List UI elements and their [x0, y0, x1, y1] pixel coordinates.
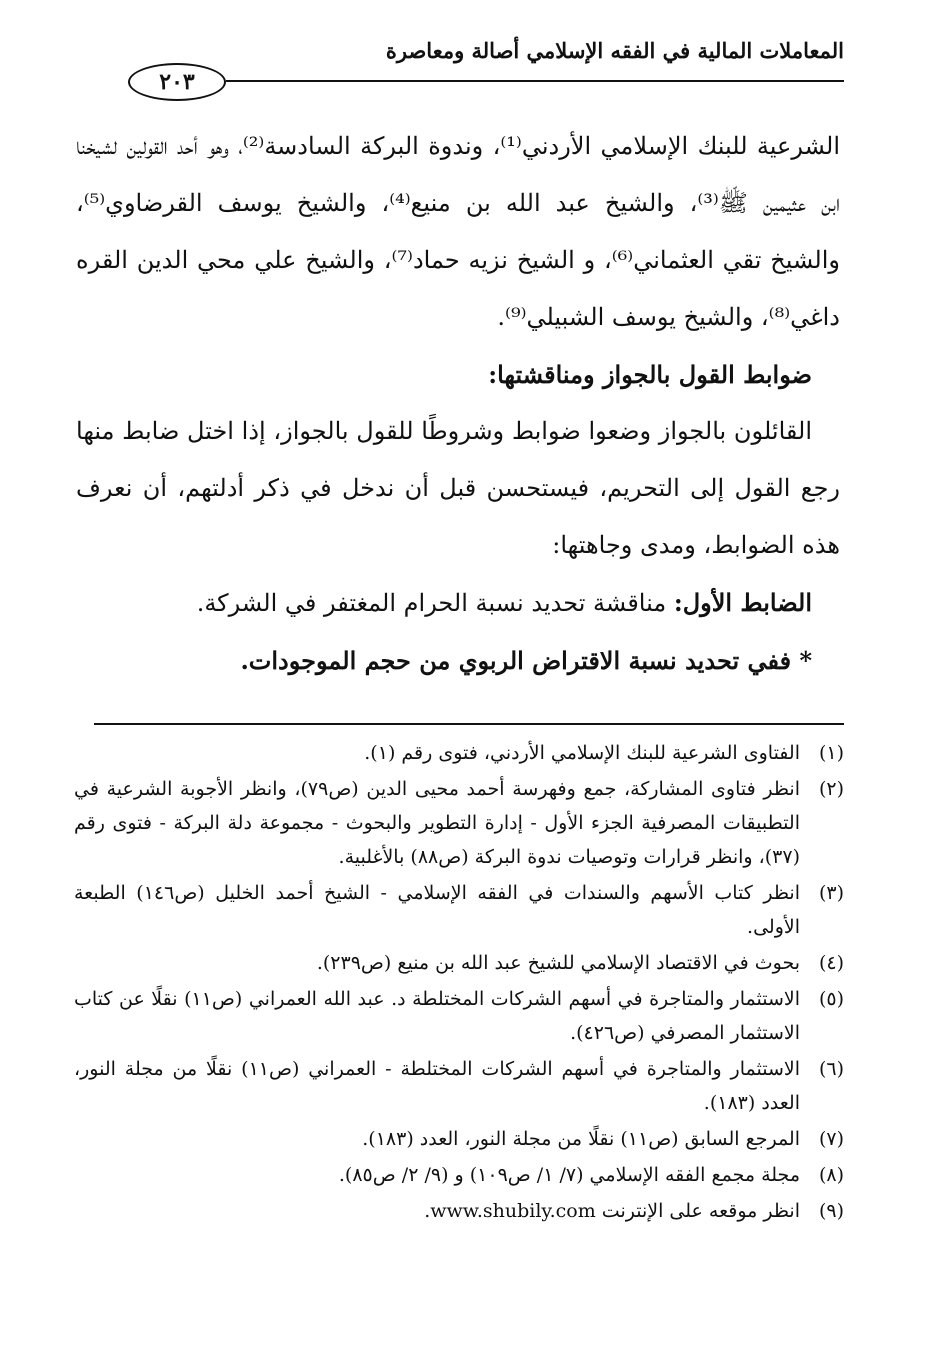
page-number: ٢٠٣	[128, 63, 226, 101]
footnote-text: انظر فتاوى المشاركة، جمع وفهرسة أحمد محيى الدين (ص٧٩)، وانظر الأجوبة الشرعية في التطبيقات المصرفية الجزء الأول - إدارة التطوير والبحوث - مجموعة دلة البركة - فتوى رقم (٣٧)، وانظر قرارات وتوصيات ندوة البركة (ص٨٨) بالأغلبية.	[74, 778, 800, 868]
section-heading: ضوابط القول بالجواز ومناقشتها:	[488, 360, 812, 389]
paragraph: القائلون بالجواز وضعوا ضوابط وشروطًا للقول بالجواز، إذا اختل ضابط منها رجع القول إلى التحريم، فيستحسن قبل أن ندخل في ذكر أدلتهم، أن نعرف هذه الضوابط، ومدى وجاهتها:	[76, 417, 840, 559]
footnote-text: الاستثمار والمتاجرة في أسهم الشركات المختلطة - العمراني (ص١١) نقلًا من مجلة النور، العدد (١٨٣).	[74, 1058, 800, 1114]
footnote-text: انظر كتاب الأسهم والسندات في الفقه الإسلامي - الشيخ أحمد الخليل (ص١٤٦) الطبعة الأولى.	[74, 882, 800, 938]
footnote-text: انظر موقعه على الإنترنت www.shubily.com.	[424, 1200, 800, 1222]
footnote	[74, 772, 844, 874]
footnote	[74, 982, 844, 1050]
rule-label: الضابط الأول:	[673, 588, 812, 617]
footnote-text: الاستثمار والمتاجرة في أسهم الشركات المختلطة د. عبد الله العمراني (ص١١) نقلًا عن كتاب الاستثمار المصرفي (ص٤٢٦).	[74, 988, 800, 1044]
rule-line	[76, 574, 840, 632]
footnote	[74, 876, 844, 944]
header-rule	[226, 80, 844, 82]
footnote-number: (١)	[818, 742, 844, 764]
footnote-number: (٤)	[818, 952, 844, 974]
footnote	[74, 1194, 844, 1228]
footnote-text: الفتاوى الشرعية للبنك الإسلامي الأردني، فتوى رقم (١).	[364, 742, 800, 764]
footnote	[74, 1052, 844, 1120]
footnote-number: (٨)	[818, 1164, 844, 1186]
footnote-text: المرجع السابق (ص١١) نقلًا من مجلة النور، العدد (١٨٣).	[362, 1128, 800, 1150]
running-title: المعاملات المالية في الفقه الإسلامي أصالة ومعاصرة	[385, 38, 844, 63]
footnote	[74, 1122, 844, 1156]
footnote	[74, 1158, 844, 1192]
paragraph-continuation: الشرعية للبنك الإسلامي الأردني⁽¹⁾، وندوة البركة السادسة⁽²⁾، وهو أحد القولين لشيخنا ابن عثيمين ﷺ⁽³⁾، والشيخ عبد الله بن منيع⁽⁴⁾، والشيخ يوسف القرضاوي⁽⁵⁾، والشيخ تقي العثماني⁽⁶⁾، و الشيخ نزيه حماد⁽⁷⁾، والشيخ علي محي الدين القره داغي⁽⁸⁾، والشيخ يوسف الشبيلي⁽⁹⁾.	[76, 132, 840, 331]
rule-text: مناقشة تحديد نسبة الحرام المغتفر في الشركة.	[196, 589, 674, 617]
footnote	[74, 946, 844, 980]
footnote-number: (٥)	[818, 988, 844, 1010]
footnote-text: بحوث في الاقتصاد الإسلامي للشيخ عبد الله بن منيع (ص٢٣٩).	[316, 952, 800, 974]
footnote-number: (٢)	[818, 778, 844, 800]
footnote-number: (٦)	[818, 1058, 844, 1080]
footnotes	[74, 736, 844, 1230]
main-text	[76, 118, 840, 689]
footnote-separator	[94, 723, 844, 725]
footnote-number: (٣)	[818, 882, 844, 904]
bullet-line: * ففي تحديد نسبة الاقتراض الربوي من حجم الموجودات.	[240, 646, 812, 675]
footnote	[74, 736, 844, 770]
footnote-number: (٧)	[818, 1128, 844, 1150]
footnote-text: مجلة مجمع الفقه الإسلامي (٧/ ١/ ص١٠٩) و (٩/ ٢/ ص٨٥).	[338, 1164, 800, 1186]
footnote-number: (٩)	[818, 1200, 844, 1222]
